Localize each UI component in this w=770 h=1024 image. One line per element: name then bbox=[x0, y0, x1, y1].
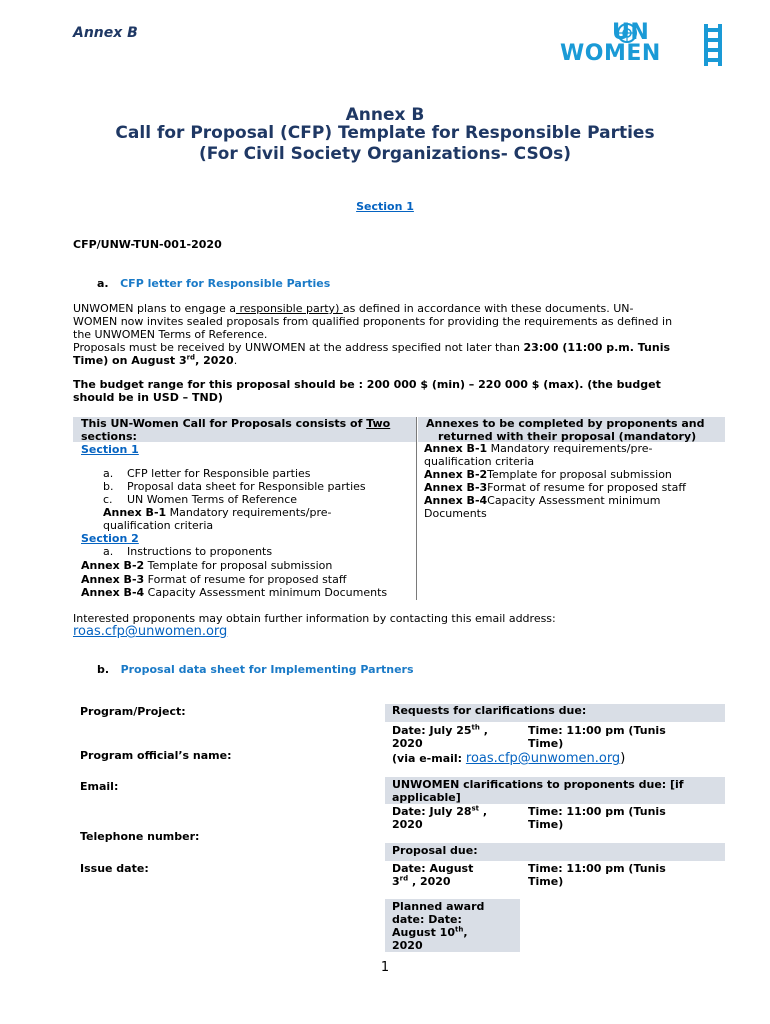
part-a-marker: a. bbox=[97, 277, 109, 290]
deadline-text: Proposals must be received by UNWOMEN at the address specified not later than bbox=[73, 341, 524, 354]
due-title-text: Proposal due: bbox=[392, 844, 478, 857]
part-b-heading bbox=[97, 663, 414, 676]
title-sub: (For Civil Society Organizations- CSOs) bbox=[198, 144, 572, 164]
contact-text: Interested proponents may obtain further information by contacting this email address: bbox=[73, 612, 556, 625]
left-header-sections: sections: bbox=[81, 430, 137, 443]
award-date-comma: , bbox=[463, 926, 468, 939]
r-annex-b2-text: Template for proposal submission bbox=[487, 468, 672, 481]
s2-item-a-marker: a. bbox=[103, 545, 114, 558]
annexes-column-header bbox=[418, 417, 725, 442]
req-date-comma: , bbox=[479, 724, 488, 737]
deadline-date-sup: rd bbox=[186, 353, 196, 362]
s1-item-a: CFP letter for Responsible parties bbox=[127, 467, 311, 480]
due-date-year: , 2020 bbox=[408, 875, 451, 888]
r-annex-b1-text: Mandatory requirements/pre- bbox=[487, 442, 653, 455]
s1-item-b: Proposal data sheet for Responsible parties bbox=[127, 480, 366, 493]
un-women-logo bbox=[560, 22, 730, 70]
intro-paragraph bbox=[73, 302, 705, 367]
req-clarifications-title bbox=[385, 704, 725, 722]
award-year: 2020 bbox=[392, 939, 423, 952]
deadline-time: 23:00 (11:00 p.m. Tunis bbox=[523, 341, 671, 354]
page-number: 1 bbox=[380, 960, 390, 975]
deadline-period: . bbox=[233, 354, 238, 367]
due-date-sup: rd bbox=[399, 874, 409, 883]
s2-annex-b3-text: Format of resume for proposed staff bbox=[144, 573, 347, 586]
clar-time-2: Time) bbox=[528, 818, 564, 831]
logo-line2: WOMEN bbox=[560, 41, 661, 66]
table-section1-link[interactable]: Section 1 bbox=[81, 443, 139, 456]
s1-annex-b1-text: Mandatory requirements/pre- bbox=[166, 506, 332, 519]
section1-link[interactable]: Section 1 bbox=[356, 200, 414, 213]
title-main: Call for Proposal (CFP) Template for Responsible Parties bbox=[115, 123, 655, 143]
req-date-year: 2020 bbox=[392, 737, 423, 750]
due-time-2: Time) bbox=[528, 875, 564, 888]
clar-date-comma: , bbox=[479, 805, 488, 818]
clar-time: Time: 11:00 pm (Tunis bbox=[528, 805, 666, 818]
cfp-reference: CFP/UNW-TUN-001-2020 bbox=[73, 238, 222, 251]
req-time: Time: 11:00 pm (Tunis bbox=[528, 724, 666, 737]
planned-award-box bbox=[385, 899, 520, 952]
left-header-text: This UN-Women Call for Proposals consists of bbox=[81, 417, 367, 430]
s1-annex-b1-text2: qualification criteria bbox=[103, 519, 214, 532]
contact-email-link[interactable]: roas.cfp@unwomen.org bbox=[73, 624, 228, 639]
un-emblem-icon bbox=[615, 22, 645, 46]
label-email: Email: bbox=[80, 780, 119, 793]
r-annex-b4-label: Annex B-4 bbox=[424, 494, 488, 507]
clar-title-line1: UNWOMEN clarifications to proponents due: [if bbox=[392, 778, 684, 791]
s2-annex-b4-label: Annex B-4 bbox=[81, 586, 145, 599]
r-annex-b1-text2: qualification criteria bbox=[424, 455, 535, 468]
header-annex: Annex B bbox=[73, 25, 138, 41]
req-title-text: Requests for clarifications due: bbox=[392, 704, 587, 717]
sections-column bbox=[73, 417, 417, 600]
r-annex-b4-text: Capacity Assessment minimum bbox=[487, 494, 661, 507]
proposal-due-title bbox=[385, 843, 725, 861]
intro-line3: the UNWOMEN Terms of Reference. bbox=[73, 328, 268, 341]
label-telephone: Telephone number: bbox=[80, 830, 200, 843]
r-annex-b2-label: Annex B-2 bbox=[424, 468, 488, 481]
s2-annex-b2-label: Annex B-2 bbox=[81, 559, 145, 572]
intro-text: UNWOMEN plans to engage a bbox=[73, 302, 236, 315]
left-header-two: Two bbox=[366, 417, 391, 430]
r-annex-b3-text: Format of resume for proposed staff bbox=[487, 481, 686, 494]
intro-line2: WOMEN now invites sealed proposals from qualified proponents for providing the requirements as defined in bbox=[73, 315, 673, 328]
s2-annex-b3-label: Annex B-3 bbox=[81, 573, 145, 586]
sections-column-header bbox=[73, 417, 416, 442]
s2-annex-b4-text: Capacity Assessment minimum Documents bbox=[144, 586, 388, 599]
right-header-line1: Annexes to be completed by proponents and bbox=[426, 417, 705, 430]
responsible-party-text: responsible party) bbox=[235, 302, 343, 315]
women-symbol-icon bbox=[700, 22, 726, 68]
r-annex-b3-label: Annex B-3 bbox=[424, 481, 488, 494]
due-date: Date: August bbox=[392, 862, 474, 875]
cfp-composition-table bbox=[73, 417, 725, 600]
clar-date-sup: st bbox=[471, 804, 480, 813]
s1-annex-b1-label: Annex B-1 bbox=[103, 506, 167, 519]
part-a-title: CFP letter for Responsible Parties bbox=[120, 277, 331, 290]
intro-text-cont: as defined in accordance with these documents. UN- bbox=[342, 302, 634, 315]
due-date-day: 3 bbox=[392, 875, 400, 888]
logo-line1: UN bbox=[612, 20, 650, 45]
req-date-sup: th bbox=[471, 723, 480, 732]
req-time-2: Time) bbox=[528, 737, 564, 750]
budget-line2: should be in USD – TND) bbox=[73, 391, 223, 404]
award-date-sup: th bbox=[455, 925, 464, 934]
title-annex: Annex B bbox=[345, 105, 425, 125]
deadline-date: Time) on August 3 bbox=[73, 354, 187, 367]
r-annex-b1-label: Annex B-1 bbox=[424, 442, 488, 455]
unwomen-clarifications-title bbox=[385, 777, 725, 804]
budget-paragraph bbox=[73, 378, 705, 404]
s2-item-a: Instructions to proponents bbox=[127, 545, 273, 558]
clar-date: Date: July 28 bbox=[392, 805, 472, 818]
award-date: August 10 bbox=[392, 926, 455, 939]
part-a-heading bbox=[97, 277, 330, 290]
due-time: Time: 11:00 pm (Tunis bbox=[528, 862, 666, 875]
deadline-year: , 2020 bbox=[195, 354, 234, 367]
label-issue-date: Issue date: bbox=[80, 862, 149, 875]
right-header-line2: returned with their proposal (mandatory) bbox=[438, 430, 697, 443]
via-email-suffix: ) bbox=[620, 751, 626, 766]
s2-annex-b2-text: Template for proposal submission bbox=[144, 559, 333, 572]
award-line1: Planned award bbox=[392, 900, 485, 913]
s1-item-b-marker: b. bbox=[103, 480, 114, 493]
clar-date-year: 2020 bbox=[392, 818, 423, 831]
label-program-project: Program/Project: bbox=[80, 705, 186, 718]
part-b-marker: b. bbox=[97, 663, 110, 676]
via-email-link[interactable]: roas.cfp@unwomen.org bbox=[465, 751, 621, 766]
s1-item-a-marker: a. bbox=[103, 467, 114, 480]
via-email-prefix: (via e-mail: bbox=[392, 752, 466, 765]
clar-title-line2: applicable] bbox=[392, 791, 461, 804]
req-date: Date: July 25 bbox=[392, 724, 472, 737]
label-program-official: Program official’s name: bbox=[80, 749, 232, 762]
r-annex-b4-text2: Documents bbox=[424, 507, 487, 520]
part-b-title: Proposal data sheet for Implementing Partners bbox=[120, 663, 414, 676]
s1-item-c-marker: c. bbox=[103, 493, 113, 506]
table-section2-link[interactable]: Section 2 bbox=[81, 532, 139, 545]
s1-item-c: UN Women Terms of Reference bbox=[127, 493, 298, 506]
award-line2: date: Date: bbox=[392, 913, 462, 926]
budget-line1: The budget range for this proposal should be : 200 000 $ (min) – 220 000 $ (max). (the budget bbox=[73, 378, 661, 391]
